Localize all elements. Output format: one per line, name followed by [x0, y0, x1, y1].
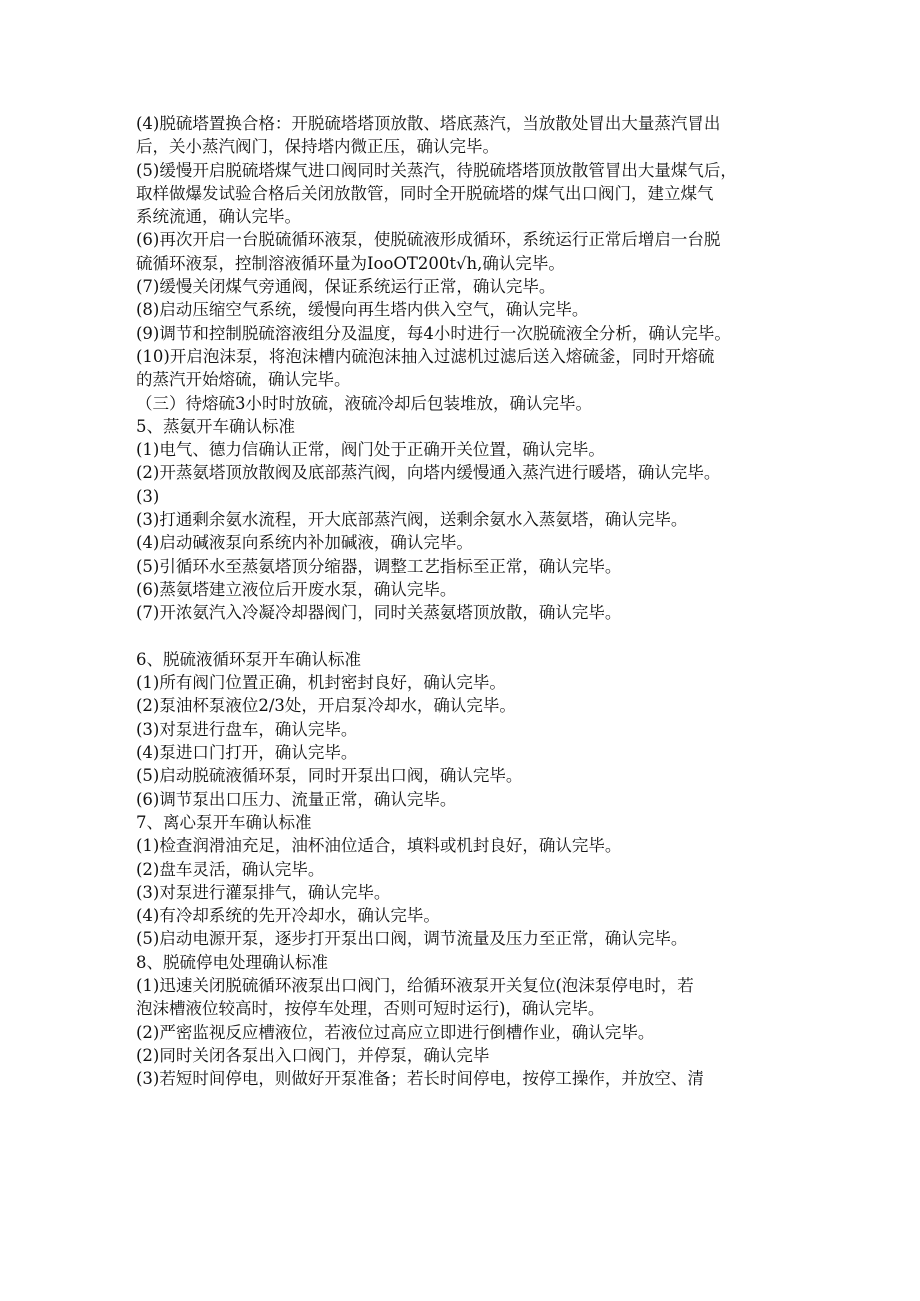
text-line: (6)再次开启一台脱硫循环液泵，使脱硫液形成循环，系统运行正常后增启一台脱 [136, 230, 721, 250]
section-heading: 5、蒸氨开车确认标准 [136, 416, 295, 436]
text-line: (1)所有阀门位置正确，机封密封良好，确认完毕。 [136, 673, 506, 693]
text-line: 硫循环液泵，控制溶液循环量为IooOT200t√h,确认完毕。 [136, 253, 565, 273]
text-line: (5)启动脱硫液循环泵，同时开泵出口阀，确认完毕。 [136, 766, 523, 786]
text-line: (2)泵油杯泵液位2/3处，开启泵冷却水，确认完毕。 [136, 696, 516, 716]
text-line: (10)开启泡沫泵，将泡沫槽内硫泡沫抽入过滤机过滤后送入熔硫釜，同时开熔硫 [136, 346, 715, 366]
text-line: (5)启动电源开泵，逐步打开泵出口阀，调节流量及压力至正常，确认完毕。 [136, 929, 688, 949]
text-line: 泡沫槽液位较高时，按停车处理，否则可短时运行)，确认完毕。 [136, 999, 605, 1019]
text-line: (8)启动压缩空气系统，缓慢向再生塔内供入空气，确认完毕。 [136, 300, 589, 320]
text-line: (1)电气、德力信确认正常，阀门处于正确开关位置，确认完毕。 [136, 440, 605, 460]
text-line: (4)脱硫塔置换合格：开脱硫塔塔顶放散、塔底蒸汽，当放散处冒出大量蒸汽冒出 [136, 114, 721, 133]
text-line: (5)缓慢开启脱硫塔煤气进口阀同时关蒸汽，待脱硫塔塔顶放散管冒出大量煤气后， [136, 160, 737, 180]
section-heading: 8、脱硫停电处理确认标准 [136, 952, 328, 972]
text-line: 的蒸汽开始熔硫，确认完毕。 [136, 370, 351, 390]
text-line: (2)严密监视反应槽液位，若液位过高应立即进行倒槽作业，确认完毕。 [136, 1022, 655, 1042]
text-line: (6)蒸氨塔建立液位后开废水泵，确认完毕。 [136, 579, 457, 599]
text-line: (6)调节泵出口压力、流量正常，确认完毕。 [136, 789, 457, 809]
text-line: (4)泵进口门打开，确认完毕。 [136, 743, 358, 763]
section-heading: 7、离心泵开车确认标准 [136, 812, 312, 832]
text-line: (4)有冷却系统的先开冷却水，确认完毕。 [136, 906, 440, 926]
text-line: (1)迅速关闭脱硫循环液泵出口阀门，给循环液泵开关复位(泡沫泵停电时，若 [136, 975, 694, 995]
text-line: (5)引循环水至蒸氨塔顶分缩器，调整工艺指标至正常，确认完毕。 [136, 556, 622, 576]
text-line: (7)开浓氨汽入冷凝冷却器阀门，同时关蒸氨塔顶放散，确认完毕。 [136, 603, 622, 623]
text-line: (1)检查润滑油充足，油杯油位适合，填料或机封良好，确认完毕。 [136, 836, 622, 856]
text-line: (4)启动碱液泵向系统内补加碱液，确认完毕。 [136, 533, 473, 553]
text-line: (3)对泵进行盘车，确认完毕。 [136, 719, 358, 739]
document-body [136, 112, 816, 1090]
text-line: 后，关小蒸汽阀门，保持塔内微正压，确认完毕。 [136, 137, 499, 157]
text-line: (2)同时关闭各泵出入口阀门，并停泵，确认完毕 [136, 1045, 490, 1065]
text-line: (3)对泵进行灌泵排气，确认完毕。 [136, 882, 391, 902]
text-line: (3)打通剩余氨水流程，开大底部蒸汽阀，送剩余氨水入蒸氨塔，确认完毕。 [136, 510, 688, 530]
text-line: (2)开蒸氨塔顶放散阀及底部蒸汽阀，向塔内缓慢通入蒸汽进行暖塔，确认完毕。 [136, 463, 721, 483]
text-line: (7)缓慢关闭煤气旁通阀，保证系统运行正常，确认完毕。 [136, 277, 556, 297]
text-line: 取样做爆发试验合格后关闭放散管，同时全开脱硫塔的煤气出口阀门，建立煤气 [136, 183, 714, 203]
text-line: (3)若短时间停电，则做好开泵准备；若长时间停电，按停工操作，并放空、清 [136, 1069, 704, 1089]
text-line: 系统流通，确认完毕。 [136, 207, 301, 227]
text-line: (9)调节和控制脱硫溶液组分及温度，每4小时进行一次脱硫液全分析，确认完毕。 [136, 323, 731, 343]
section-heading: 6、脱硫液循环泵开车确认标准 [136, 649, 361, 669]
blank-line [136, 625, 816, 648]
text-line: （三）待熔硫3小时时放硫，液硫冷却后包装堆放，确认完毕。 [136, 393, 592, 413]
text-line: (3) [136, 486, 160, 506]
text-line: (2)盘车灵活，确认完毕。 [136, 859, 325, 879]
